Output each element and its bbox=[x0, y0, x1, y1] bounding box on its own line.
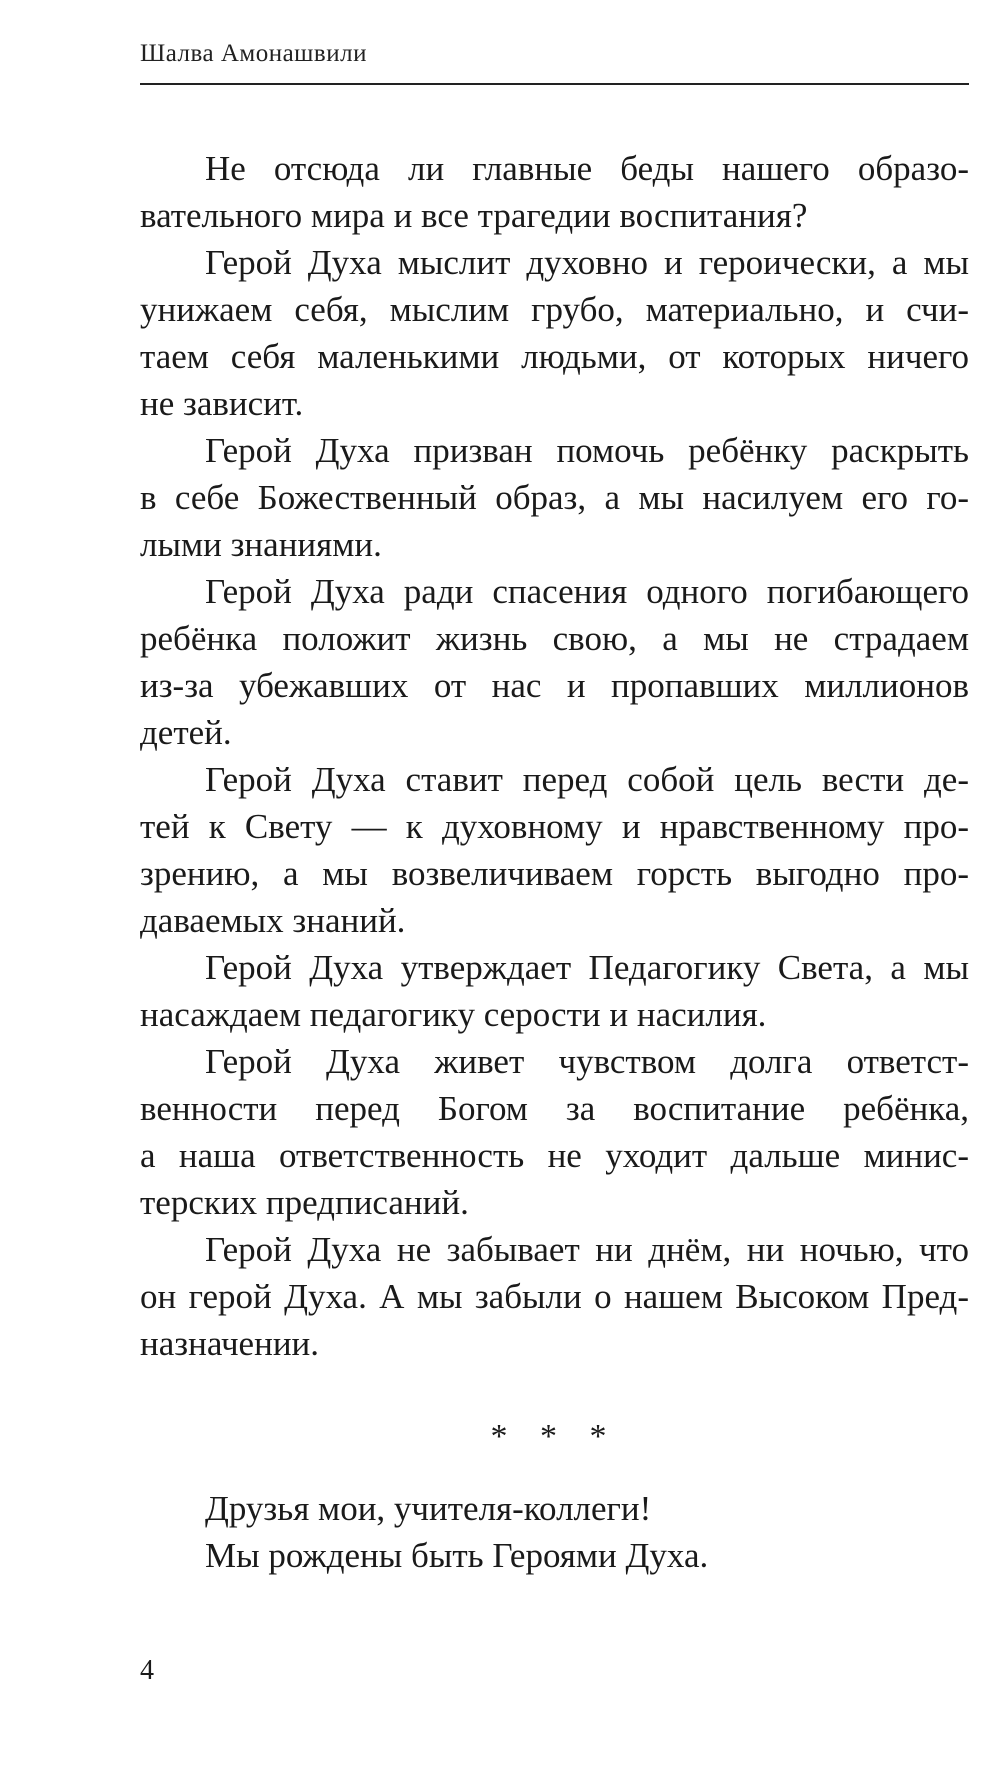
text-line: вательного мира и все трагедии воспитания? bbox=[140, 196, 808, 235]
text-line: терских предписаний. bbox=[140, 1183, 469, 1222]
paragraph bbox=[140, 239, 969, 427]
header-rule bbox=[140, 83, 969, 85]
text-line: таем себя маленькими людьми, от которых ничего bbox=[140, 337, 969, 376]
paragraph bbox=[140, 1038, 969, 1226]
text-line: Герой Духа ставит перед собой цель вести де- bbox=[205, 760, 969, 799]
text-line: Герой Духа живет чувством долга ответст- bbox=[205, 1042, 969, 1081]
text-line: Не отсюда ли главные беды нашего образо- bbox=[205, 149, 969, 188]
paragraph bbox=[140, 756, 969, 944]
section-separator: * * * bbox=[490, 1418, 619, 1455]
paragraph bbox=[140, 145, 969, 239]
text-line: Герой Духа мыслит духовно и героически, а мы bbox=[205, 243, 969, 282]
paragraph bbox=[140, 568, 969, 756]
closing-line: Друзья мои, учителя-коллеги! bbox=[205, 1489, 652, 1528]
text-line: в себе Божественный образ, а мы насилуем его го- bbox=[140, 478, 969, 517]
paragraph bbox=[140, 1226, 969, 1367]
page-number: 4 bbox=[140, 1655, 154, 1686]
text-line: Герой Духа не забывает ни днём, ни ночью, что bbox=[205, 1230, 969, 1269]
text-line: не зависит. bbox=[140, 384, 304, 423]
paragraph bbox=[140, 944, 969, 1038]
text-line: он герой Духа. А мы забыли о нашем Высоком Пред- bbox=[140, 1277, 969, 1316]
text-line: Герой Духа призван помочь ребёнку раскрыть bbox=[205, 431, 969, 470]
text-line: назначении. bbox=[140, 1324, 320, 1363]
text-line: насаждаем педагогику серости и насилия. bbox=[140, 995, 767, 1034]
running-head: Шалва Амонашвили bbox=[140, 40, 367, 67]
closing-lines bbox=[140, 1485, 969, 1579]
text-line: унижаем себя, мыслим грубо, материально, и счи- bbox=[140, 290, 969, 329]
closing-line: Мы рождены быть Героями Духа. bbox=[205, 1536, 709, 1575]
text-line: лыми знаниями. bbox=[140, 525, 382, 564]
text-line: ребёнка положит жизнь свою, а мы не страдаем bbox=[140, 619, 969, 658]
text-line: Герой Духа ради спасения одного погибающего bbox=[205, 572, 969, 611]
text-line: детей. bbox=[140, 713, 232, 752]
paragraph bbox=[140, 427, 969, 568]
text-line: а наша ответственность не уходит дальше минис- bbox=[140, 1136, 969, 1175]
text-line: из-за убежавших от нас и пропавших миллионов bbox=[140, 666, 969, 705]
text-line: даваемых знаний. bbox=[140, 901, 406, 940]
text-line: венности перед Богом за воспитание ребёнка, bbox=[140, 1089, 969, 1128]
text-line: зрению, а мы возвеличиваем горсть выгодно про- bbox=[140, 854, 969, 893]
body-text bbox=[140, 145, 969, 1367]
text-line: Герой Духа утверждает Педагогику Света, а мы bbox=[205, 948, 969, 987]
text-line: тей к Свету — к духовному и нравственному про- bbox=[140, 807, 969, 846]
